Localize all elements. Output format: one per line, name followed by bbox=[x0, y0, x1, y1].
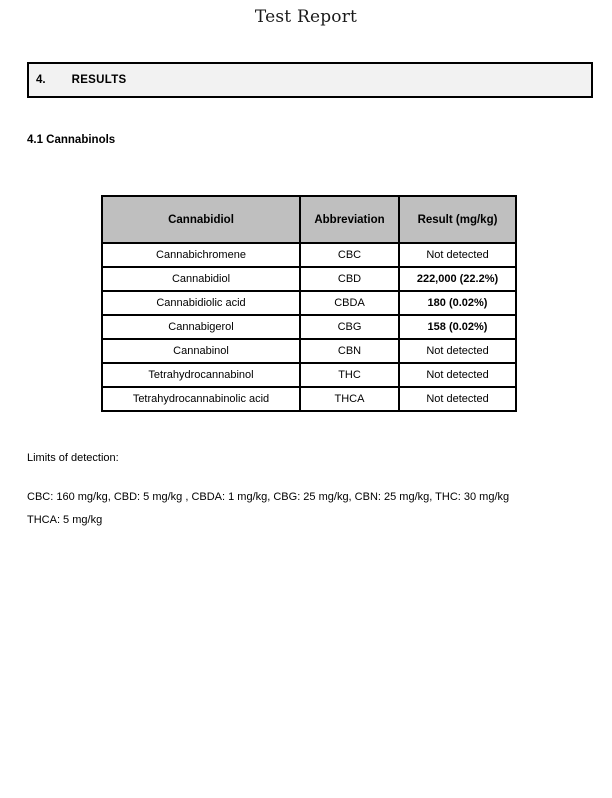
cell-name: Cannabichromene bbox=[102, 243, 300, 267]
table-row bbox=[102, 243, 516, 267]
cell-abbr: THCA bbox=[300, 387, 399, 411]
cell-result: 222,000 (22.2%) bbox=[399, 267, 516, 291]
cell-name: Tetrahydrocannabinolic acid bbox=[102, 387, 300, 411]
limits-line-2: THCA: 5 mg/kg bbox=[27, 514, 103, 526]
cell-result: Not detected bbox=[399, 339, 516, 363]
table-row bbox=[102, 387, 516, 411]
cell-result: 180 (0.02%) bbox=[399, 291, 516, 315]
table-row bbox=[102, 267, 516, 291]
section-number: 4. bbox=[36, 74, 46, 86]
cell-result: Not detected bbox=[399, 363, 516, 387]
cell-abbr: THC bbox=[300, 363, 399, 387]
cell-name: Tetrahydrocannabinol bbox=[102, 363, 300, 387]
limits-line-1: CBC: 160 mg/kg, CBD: 5 mg/kg , CBDA: 1 mg/kg, CBG: 25 mg/kg, CBN: 25 mg/kg, THC: 30 mg/kg bbox=[27, 491, 510, 503]
cell-abbr: CBG bbox=[300, 315, 399, 339]
limits-of-detection-label: Limits of detection: bbox=[27, 452, 119, 464]
header-cell-abbreviation: Abbreviation bbox=[300, 196, 399, 243]
table-row bbox=[102, 315, 516, 339]
limits-of-detection-text bbox=[27, 486, 587, 532]
header-cell-result: Result (mg/kg) bbox=[399, 196, 516, 243]
cell-name: Cannabigerol bbox=[102, 315, 300, 339]
cell-result: 158 (0.02%) bbox=[399, 315, 516, 339]
cell-result: Not detected bbox=[399, 387, 516, 411]
table-row bbox=[102, 339, 516, 363]
header-cell-cannabidiol: Cannabidiol bbox=[102, 196, 300, 243]
results-table bbox=[101, 195, 517, 412]
cell-name: Cannabidiol bbox=[102, 267, 300, 291]
cell-abbr: CBN bbox=[300, 339, 399, 363]
cell-name: Cannabidiolic acid bbox=[102, 291, 300, 315]
cell-abbr: CBC bbox=[300, 243, 399, 267]
page-title: Test Report bbox=[254, 7, 358, 27]
cell-abbr: CBDA bbox=[300, 291, 399, 315]
section-header-box bbox=[27, 62, 593, 98]
table-row bbox=[102, 363, 516, 387]
subsection-title: 4.1 Cannabinols bbox=[27, 134, 116, 146]
cell-name: Cannabinol bbox=[102, 339, 300, 363]
table-header-row bbox=[102, 196, 516, 243]
cell-abbr: CBD bbox=[300, 267, 399, 291]
table-row bbox=[102, 291, 516, 315]
section-title: RESULTS bbox=[71, 74, 127, 86]
cell-result: Not detected bbox=[399, 243, 516, 267]
